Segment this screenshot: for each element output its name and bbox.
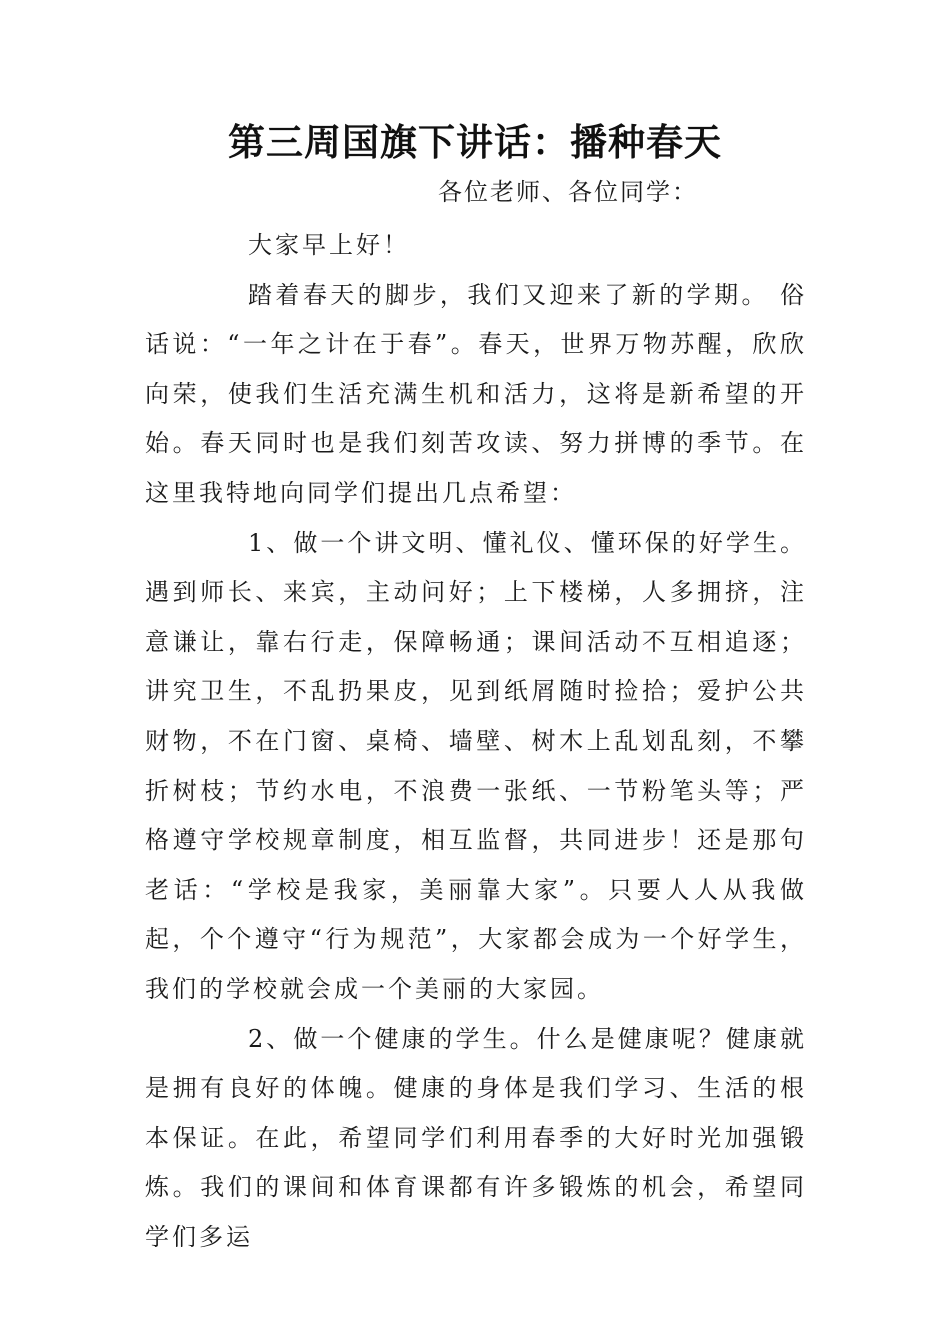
paragraph-intro: 踏着春天的脚步，我们又迎来了新的学期。 俗话说：“一年之计在于春”。春天，世界万物苏醒，欣欣向荣，使我们生活充满生机和活力，这将是新希望的开始。春天同时也是我们刻苦攻读、努力拼博的季节。在这里我特地向同学们提出几点希望： <box>145 280 807 507</box>
paragraph-point-1: 1、做一个讲文明、懂礼仪、懂环保的好学生。遇到师长、来宾，主动问好；上下楼梯，人多拥挤，注意谦让，靠右行走，保障畅通；课间活动不互相追逐；讲究卫生，不乱扔果皮，见到纸屑随时捡拾；爱护公共财物，不在门窗、桌椅、墙壁、树木上乱划乱刻，不攀折树枝；节约水电，不浪费一张纸、一节粉笔头等；严格遵守学校规章制度，相互监督，共同进步！还是那句老话：“学校是我家，美丽靠大家”。只要人人从我做起，个个遵守“行为规范”，大家都会成为一个好学生，我们的学校就会成一个美丽的大家园。 <box>145 528 807 1003</box>
paragraph-point-2: 2、做一个健康的学生。什么是健康呢？健康就是拥有良好的体魄。健康的身体是我们学习、生活的根本保证。在此，希望同学们利用春季的大好时光加强锻炼。我们的课间和体育课都有许多锻炼的机会，希望同学们多运 <box>145 1024 807 1251</box>
document-body <box>145 221 807 1262</box>
salutation: 各位老师、各位同学： <box>438 178 698 206</box>
document-title: 第三周国旗下讲话：播种春天 <box>228 121 722 164</box>
paragraph-greeting: 大家早上好！ <box>248 231 410 259</box>
